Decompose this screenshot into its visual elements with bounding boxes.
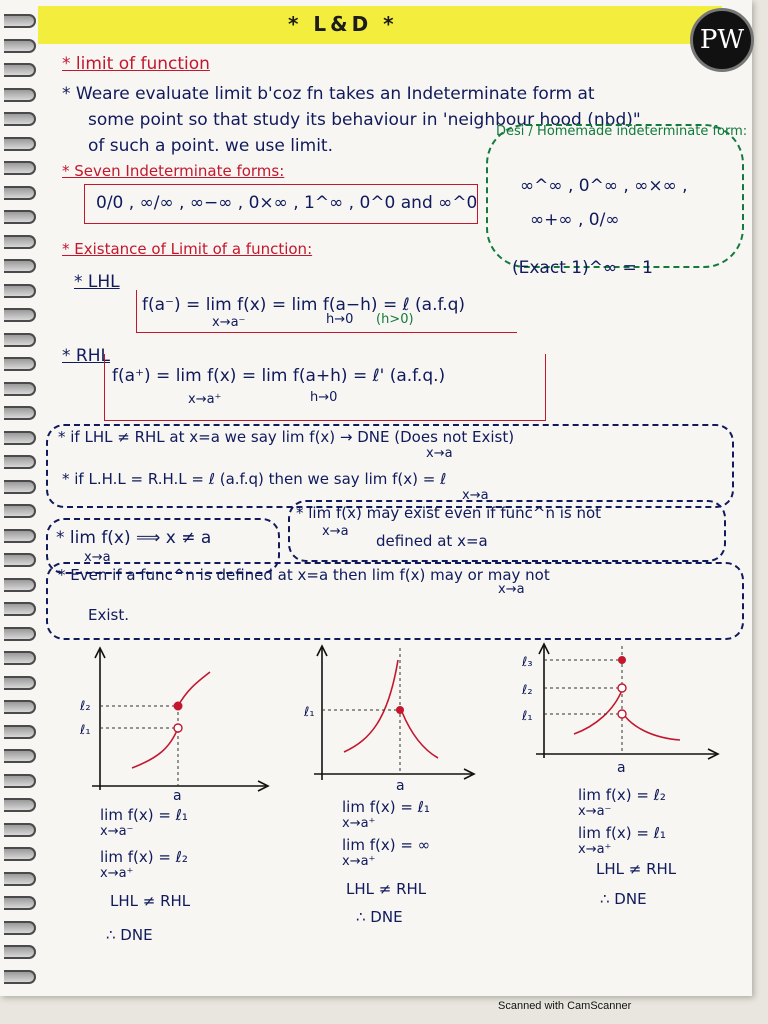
graph-3-curve-right — [622, 712, 680, 740]
pw-logo: PW — [690, 8, 754, 72]
graph-3-label-l2: ℓ₂ — [522, 683, 533, 698]
spiral-ring — [4, 112, 36, 126]
graph-3-curve-left — [574, 690, 622, 734]
graph-2-caption-4: ∴ DNE — [356, 908, 403, 926]
lhl-sub-right: h→0 — [326, 312, 354, 327]
intro-line-3: of such a point. we use limit. — [88, 136, 333, 156]
graph-3-open-point-l1 — [618, 710, 626, 718]
graph-3-caption-2: lim f(x) = ℓ₁ — [578, 824, 666, 842]
spiral-ring — [4, 749, 36, 763]
spiral-ring — [4, 284, 36, 298]
graph-2-label-l1: ℓ₁ — [304, 705, 315, 720]
spiral-ring — [4, 921, 36, 935]
graph-3-caption-4: ∴ DNE — [600, 890, 647, 908]
spiral-ring — [4, 137, 36, 151]
scanner-watermark: Scanned with CamScanner — [498, 1000, 632, 1012]
note-may-exist-2: defined at x=a — [376, 532, 488, 550]
graph-3-caption-1: lim f(x) = ℓ₂ — [578, 786, 666, 804]
graph-1-label-l2: ℓ₂ — [80, 699, 91, 714]
spiral-ring — [4, 259, 36, 273]
graph-1-caption-4: ∴ DNE — [106, 926, 153, 944]
graph-2-label-a: a — [396, 778, 405, 794]
spiral-ring — [4, 161, 36, 175]
graph-1-curve-left — [132, 728, 178, 768]
rhl-sub-left: x→a⁺ — [188, 392, 222, 407]
note-may-exist: * lim f(x) may exist even if func^n is not — [296, 504, 602, 522]
rhl-sub-right: h→0 — [310, 390, 338, 405]
heading-lhl: * LHL — [74, 272, 120, 292]
condition-dne-sub: x→a — [426, 446, 453, 461]
graph-2-caption-3: LHL ≠ RHL — [346, 880, 427, 898]
note-defined-sub: x→a — [498, 582, 525, 597]
spiral-ring — [4, 431, 36, 445]
graph-1-filled-point — [174, 702, 182, 710]
graph-1-caption-1-sub: x→a⁻ — [100, 824, 134, 839]
rhl-formula: f(a⁺) = lim f(x) = lim f(a+h) = ℓ' (a.f.q.) — [112, 366, 446, 386]
condition-exist: * if L.H.L = R.H.L = ℓ (a.f.q) then we say lim f(x) = ℓ — [62, 470, 447, 488]
condition-exist-sub: x→a — [462, 488, 489, 503]
spiral-ring — [4, 529, 36, 543]
lhl-note: (h>0) — [376, 312, 414, 327]
spiral-ring — [4, 823, 36, 837]
note-defined-2: Exist. — [88, 606, 129, 624]
spiral-ring — [4, 504, 36, 518]
spiral-ring — [4, 553, 36, 567]
spiral-ring — [4, 210, 36, 224]
indeterminate-forms-list: 0/0 , ∞/∞ , ∞−∞ , 0×∞ , 1^∞ , 0^0 and ∞^0 — [96, 193, 478, 213]
graph-1-curve-right — [178, 672, 210, 706]
spiral-ring — [4, 676, 36, 690]
spiral-ring — [4, 627, 36, 641]
graph-1 — [70, 640, 280, 800]
graph-1-open-point — [174, 724, 182, 732]
graph-2 — [300, 640, 480, 800]
graph-3-label-l1: ℓ₁ — [522, 709, 533, 724]
graph-1-caption-2: lim f(x) = ℓ₂ — [100, 848, 188, 866]
note-may-exist-sub: x→a — [322, 524, 349, 539]
graph-1-caption-1: lim f(x) = ℓ₁ — [100, 806, 188, 824]
spiral-ring — [4, 945, 36, 959]
graph-2-curve-left — [344, 660, 398, 752]
graph-2-caption-2-sub: x→a⁺ — [342, 854, 376, 869]
spiral-ring — [4, 455, 36, 469]
page-title: * L&D * — [288, 12, 398, 36]
spiral-ring — [4, 333, 36, 347]
title-bar — [38, 6, 722, 44]
desi-forms-line-2: ∞+∞ , 0/∞ — [530, 210, 620, 230]
note-x-ne-a: * lim f(x) ⟹ x ≠ a — [56, 528, 212, 548]
spiral-binding — [0, 14, 38, 994]
graph-3-open-point-l2 — [618, 684, 626, 692]
graph-2-filled-point — [396, 706, 404, 714]
spiral-ring — [4, 651, 36, 665]
spiral-ring — [4, 970, 36, 984]
spiral-ring — [4, 186, 36, 200]
graph-3-caption-3: LHL ≠ RHL — [596, 860, 677, 878]
exact-one-note: (Exact 1)^∞ = 1 — [512, 258, 653, 278]
spiral-ring — [4, 774, 36, 788]
graph-2-curve-right — [402, 712, 438, 758]
spiral-ring — [4, 480, 36, 494]
condition-dne: * if LHL ≠ RHL at x=a we say lim f(x) → DNE (Does not Exist) — [58, 428, 515, 446]
spiral-ring — [4, 63, 36, 77]
lhl-sub-left: x→a⁻ — [212, 315, 246, 330]
graph-3-label-a: a — [617, 760, 626, 776]
desi-forms-line-1: ∞^∞ , 0^∞ , ∞×∞ , — [520, 176, 688, 196]
graph-2-caption-1: lim f(x) = ℓ₁ — [342, 798, 430, 816]
heading-existence: * Existance of Limit of a function: — [62, 240, 313, 258]
spiral-ring — [4, 578, 36, 592]
heading-limit-of-function: * limit of function — [62, 54, 210, 74]
graph-2-caption-1-sub: x→a⁺ — [342, 816, 376, 831]
spiral-ring — [4, 798, 36, 812]
heading-rhl: * RHL — [62, 346, 110, 366]
spiral-ring — [4, 700, 36, 714]
spiral-ring — [4, 602, 36, 616]
lhl-formula: f(a⁻) = lim f(x) = lim f(a−h) = ℓ (a.f.q) — [142, 295, 466, 315]
intro-line-2: some point so that study its behaviour in 'neighbour hood (nbd)" — [88, 110, 641, 130]
spiral-ring — [4, 39, 36, 53]
desi-forms-cloud — [486, 124, 744, 268]
graph-3-filled-point — [618, 656, 626, 664]
graph-3-caption-2-sub: x→a⁺ — [578, 842, 612, 857]
graph-1-caption-2-sub: x→a⁺ — [100, 866, 134, 881]
spiral-ring — [4, 382, 36, 396]
heading-indeterminate-forms: * Seven Indeterminate forms: — [62, 162, 285, 180]
graph-1-label-l1: ℓ₁ — [80, 723, 91, 738]
spiral-ring — [4, 357, 36, 371]
desi-forms-title: Desi / Homemade indeterminate form: — [496, 124, 748, 139]
spiral-ring — [4, 235, 36, 249]
graph-3 — [514, 640, 724, 790]
intro-line-1: * Weare evaluate limit b'coz fn takes an Indeterminate form at — [62, 84, 595, 104]
spiral-ring — [4, 14, 36, 28]
graph-3-label-l3: ℓ₃ — [522, 655, 533, 670]
spiral-ring — [4, 896, 36, 910]
spiral-ring — [4, 308, 36, 322]
spiral-ring — [4, 88, 36, 102]
graph-1-caption-3: LHL ≠ RHL — [110, 892, 191, 910]
spiral-ring — [4, 406, 36, 420]
graph-2-caption-2: lim f(x) = ∞ — [342, 836, 431, 854]
note-defined: * Even if a func^n is defined at x=a then lim f(x) may or may not — [58, 566, 550, 584]
spiral-ring — [4, 725, 36, 739]
rhl-box — [104, 354, 546, 421]
spiral-ring — [4, 847, 36, 861]
note-x-ne-a-sub: x→a — [84, 550, 111, 565]
graph-3-caption-1-sub: x→a⁻ — [578, 804, 612, 819]
graph-1-label-a: a — [173, 788, 182, 800]
spiral-ring — [4, 872, 36, 886]
